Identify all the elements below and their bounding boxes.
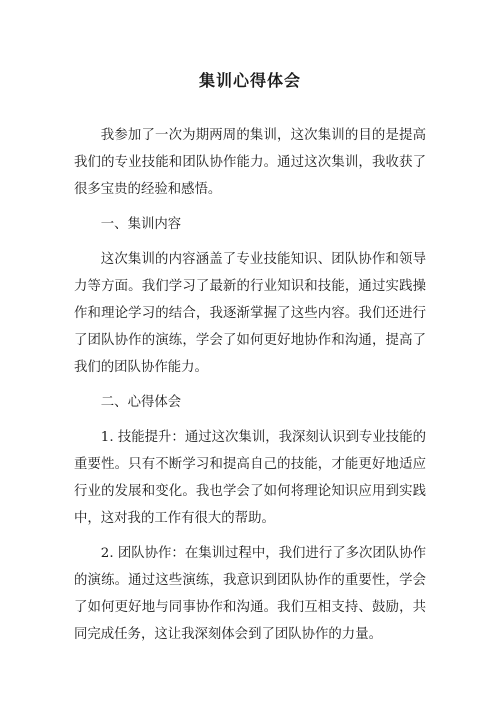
intro-paragraph: 我参加了一次为期两周的集训，这次集训的目的是提高我们的专业技能和团队协作能力。通过这次集训，我收获了很多宝贵的经验和感悟。 — [74, 128, 426, 197]
skills-paragraph: 1. 技能提升：通过这次集训，我深刻认识到专业技能的重要性。只有不断学习和提高自己的技能，才能更好地适应行业的发展和变化。我也学会了如何将理论知识应用到实践中，这对我的工作有很大的帮助。 — [74, 430, 426, 526]
content-paragraph: 这次集训的内容涵盖了专业技能知识、团队协作和领导力等方面。我们学习了最新的行业知识和技能，通过实践操作和理论学习的结合，我逐渐掌握了这些内容。我们还进行了团队协作的演练，学会了如何更好地协作和沟通，提高了我们的团队协作能力。 — [74, 252, 426, 375]
section-heading-reflections: 二、心得体会 — [100, 395, 182, 410]
section-heading-content: 一、集训内容 — [100, 217, 182, 232]
document-title: 集训心得体会 — [198, 71, 301, 90]
teamwork-paragraph: 2. 团队协作：在集训过程中，我们进行了多次团队协作的演练。通过这些演练，我意识到团队协作的重要性，学会了如何更好地与同事协作和沟通。我们互相支持、鼓励，共同完成任务，这让我深刻体会到了团队协作的力量。 — [74, 546, 426, 642]
